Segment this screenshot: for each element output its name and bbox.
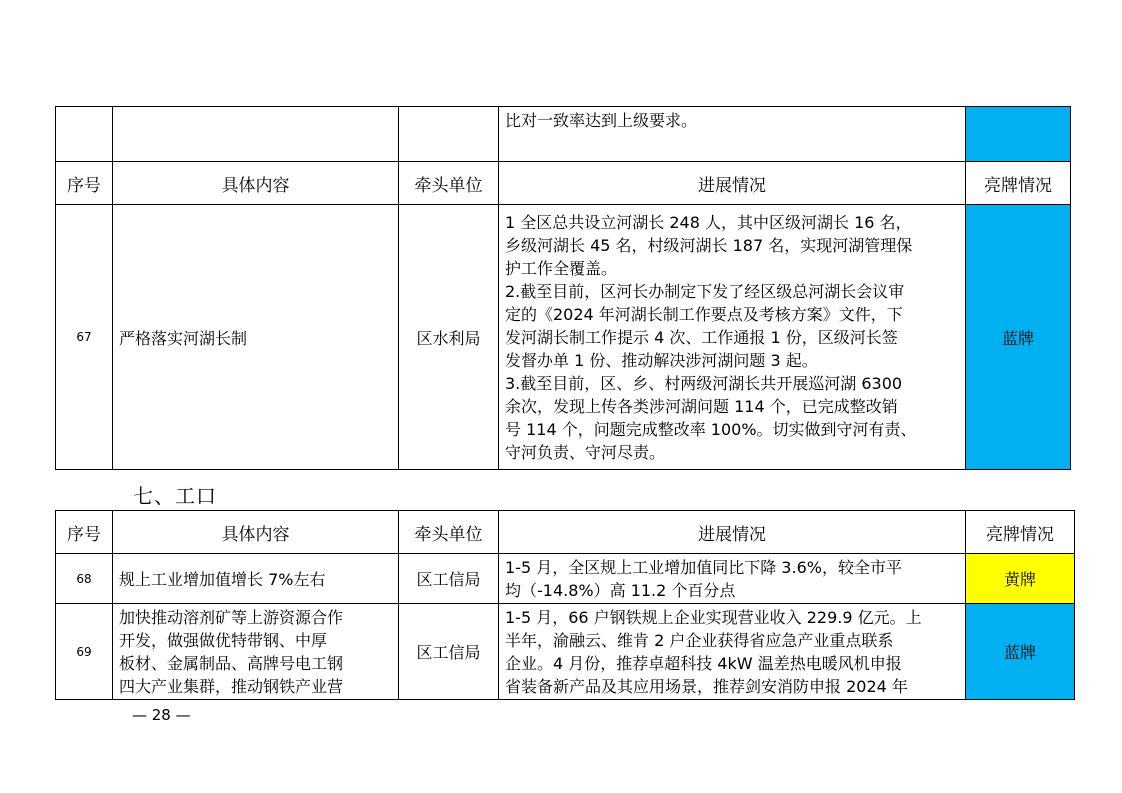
rating-badge-yellow: 黄牌 [966,554,1075,604]
progress-table-upper [55,106,1071,470]
header-lead-unit: 牵头单位 [399,162,499,205]
table-header-row [56,511,1075,554]
progress-line: 1 全区总共设立河湖长 248 人，其中区级河湖长 16 名， [505,212,912,232]
progress-cell [499,205,966,470]
progress-cell [499,554,966,604]
progress-line: 乡级河湖长 45 名，村级河湖长 187 名，实现河湖管理保 [505,235,913,255]
progress-text: 比对一致率达到上级要求。 [505,111,698,130]
seq-cell: 67 [56,205,113,470]
content-line: 四大产业集群，推动钢铁产业营 [119,676,344,696]
content-line: 开发，做强做优特带钢、中厚 [119,630,328,650]
progress-line: 定的《2024 年河湖长制工作要点及考核方案》文件，下 [505,304,903,324]
seq-cell: 69 [56,604,113,700]
progress-line: 号 114 个，问题完成整改率 100%。切实做到守河有责、 [505,419,917,439]
rating-badge-blue: 蓝牌 [966,205,1071,470]
content-cell: 规上工业增加值增长 7%左右 [113,554,399,604]
header-seq: 序号 [56,162,113,205]
rating-badge-blue: 蓝牌 [966,604,1075,700]
section-heading: 七、工口 [133,484,217,508]
continued-row [56,107,1071,162]
header-seq: 序号 [56,511,113,554]
content-text [119,606,392,698]
table-row-69 [56,604,1075,700]
rating-cell-blue [966,107,1071,162]
progress-line: 均（-14.8%）高 11.2 个百分点 [505,580,736,600]
content-cell [113,107,399,162]
table-row-68 [56,554,1075,604]
table-header-row [56,162,1071,205]
progress-table-lower [55,510,1075,700]
progress-line: 半年，渝融云、维肯 2 户企业获得省应急产业重点联系 [505,630,894,650]
content-cell: 严格落实河湖长制 [113,205,399,470]
lead-unit-cell: 区工信局 [399,554,499,604]
progress-line: 2.截至目前，区河长办制定下发了经区级总河湖长会议审 [505,281,905,301]
progress-line: 企业。4 月份，推荐卓超科技 4kW 温差热电暖风机申报 [505,653,902,673]
content-line: 板材、金属制品、高牌号电工钢 [119,653,344,673]
progress-line: 发河湖长制工作提示 4 次、工作通报 1 份，区级河长签 [505,327,898,347]
header-progress: 进展情况 [499,511,966,554]
progress-line: 省装备新产品及其应用场景，推荐剑安消防申报 2024 年 [505,676,908,696]
progress-text [505,606,959,698]
progress-line: 3.截至目前，区、乡、村两级河湖长共开展巡河湖 6300 [505,373,903,393]
header-content: 具体内容 [113,162,399,205]
progress-line: 1-5 月，66 户钢铁规上企业实现营业收入 229.9 亿元。上 [505,607,922,627]
progress-cell [499,604,966,700]
header-lead-unit: 牵头单位 [399,511,499,554]
header-progress: 进展情况 [499,162,966,205]
header-content: 具体内容 [113,511,399,554]
progress-line: 余次，发现上传各类涉河湖问题 114 个，已完成整改销 [505,396,898,416]
seq-cell [56,107,113,162]
progress-line: 发督办单 1 份、推动解决涉河湖问题 3 起。 [505,350,818,370]
progress-line: 护工作全覆盖。 [505,258,618,278]
lead-unit-cell: 区水利局 [399,205,499,470]
lead-cell [399,107,499,162]
table-row-67 [56,205,1071,470]
progress-text [505,556,959,602]
progress-line: 守河负责、守河尽责。 [505,442,666,462]
progress-text [505,211,959,464]
progress-line: 1-5 月，全区规上工业增加值同比下降 3.6%，较全市平 [505,557,902,577]
content-cell [113,604,399,700]
page-number: — 28 — [132,706,191,724]
progress-cell [499,107,966,162]
seq-cell: 68 [56,554,113,604]
header-rating: 亮牌情况 [966,511,1075,554]
header-rating: 亮牌情况 [966,162,1071,205]
content-line: 加快推动溶剂矿等上游资源合作 [119,607,344,627]
lead-unit-cell: 区工信局 [399,604,499,700]
